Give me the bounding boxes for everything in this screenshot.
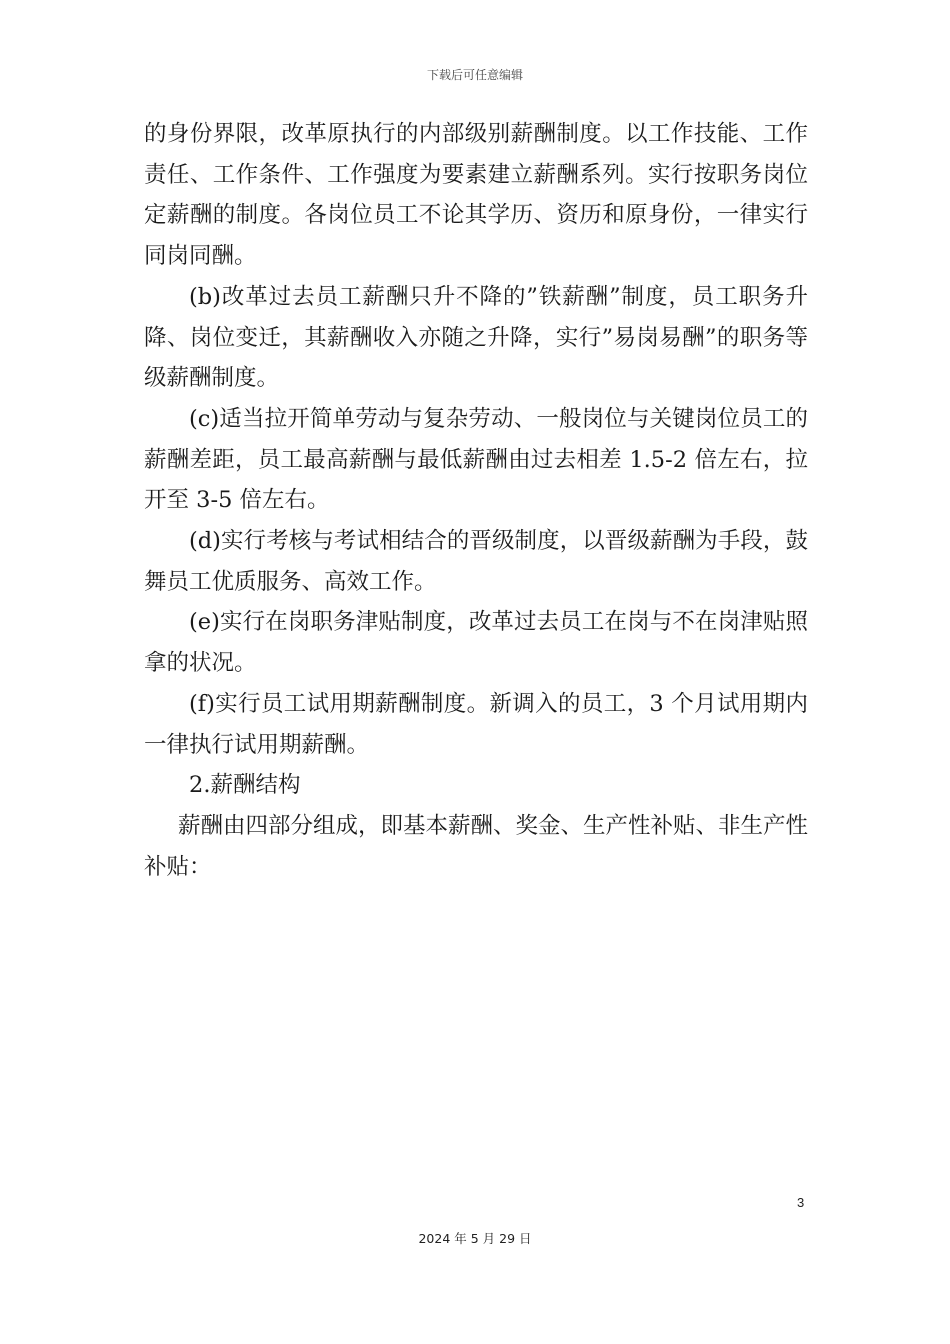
section-heading-salary-structure: 2.薪酬结构 [189, 772, 301, 799]
paragraph-item-d: (d)实行考核与考试相结合的晋级制度，以晋级薪酬为手段，鼓舞员工优质服务、高效工作。 [144, 528, 808, 595]
footer-date: 2024 年 5 月 29 日 [418, 1231, 532, 1246]
paragraph-item-f: (f)实行员工试用期薪酬制度。新调入的员工，3 个月试用期内一律执行试用期薪酬。 [144, 690, 808, 758]
paragraph-continuation: 的身份界限，改革原执行的内部级别薪酬制度。以工作技能、工作责任、工作条件、工作强度为要素建立薪酬系列。实行按职务岗位定薪酬的制度。各岗位员工不论其学历、资历和原身份，一律实行同岗同酬。 [144, 121, 808, 270]
paragraph-salary-structure: 薪酬由四部分组成，即基本薪酬、奖金、生产性补贴、非生产性补贴： [144, 812, 809, 880]
paragraph-item-e: (e)实行在岗职务津贴制度，改革过去员工在岗与不在岗津贴照拿的状况。 [144, 609, 808, 677]
page-number: 3 [797, 1195, 805, 1210]
paragraph-item-b: (b)改革过去员工薪酬只升不降的”铁薪酬”制度，员工职务升降、岗位变迁，其薪酬收入亦随之升降，实行”易岗易酬”的职务等级薪酬制度。 [144, 283, 808, 392]
paragraph-item-c: (c)适当拉开简单劳动与复杂劳动、一般岗位与关键岗位员工的薪酬差距，员工最高薪酬与最低薪酬由过去相差 1.5-2 倍左右，拉开至 3-5 倍左右。 [144, 405, 808, 514]
document-body [144, 114, 808, 887]
header-note: 下载后可任意编辑 [426, 68, 523, 82]
